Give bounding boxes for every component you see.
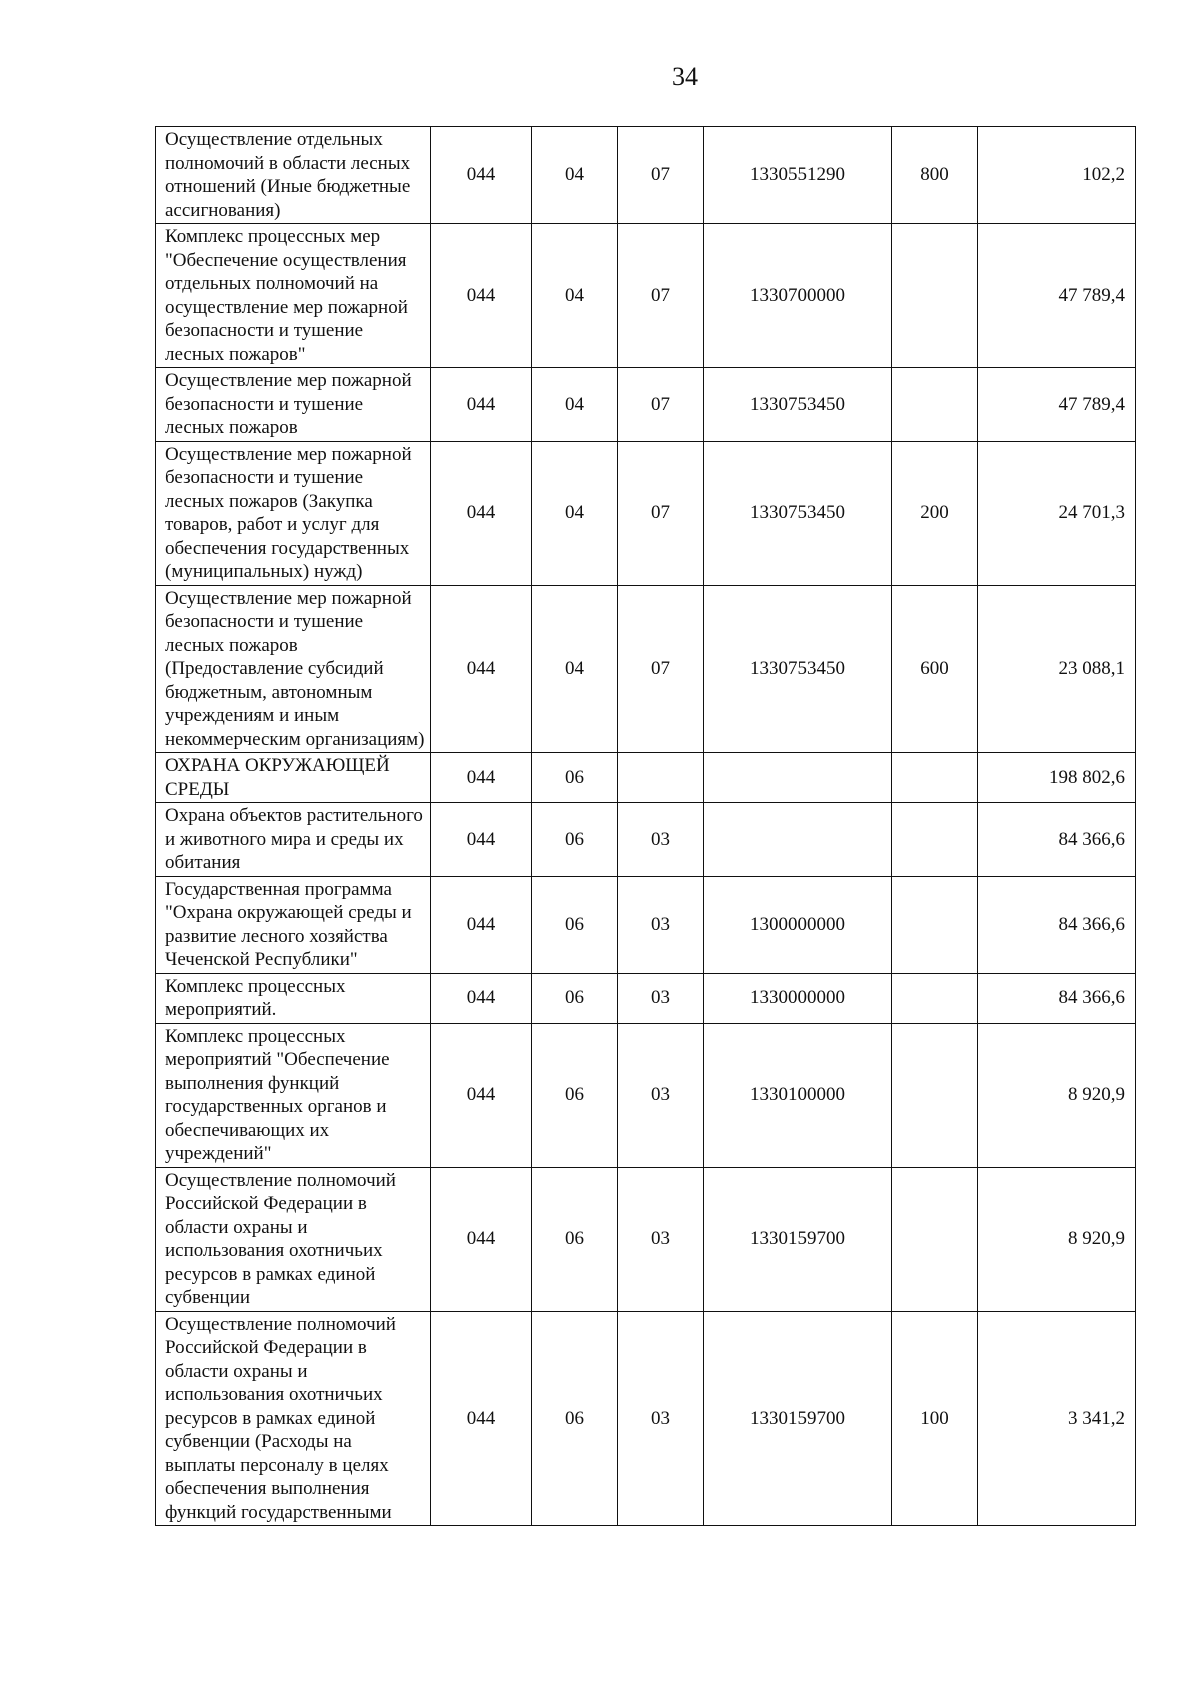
target-article-code: 1330753450 [704,585,892,753]
expense-type-code [892,973,978,1023]
table-row [156,876,1136,973]
target-article-code: 1330753450 [704,368,892,442]
row-name: Осуществление мер пожарной безопасности и тушение лесных пожаров [156,368,431,442]
amount: 84 366,6 [978,876,1136,973]
table-row [156,127,1136,224]
expense-type-code [892,753,978,803]
ministry-code: 044 [431,753,532,803]
ministry-code: 044 [431,1311,532,1526]
target-article-code [704,753,892,803]
row-name: Комплекс процессных мероприятий "Обеспечение выполнения функций государственных органов и обеспечивающих их учреждений" [156,1023,431,1167]
budget-table [155,126,1136,1526]
section-code: 06 [532,803,618,877]
section-code: 04 [532,224,618,368]
amount: 47 789,4 [978,224,1136,368]
ministry-code: 044 [431,368,532,442]
subsection-code: 07 [618,224,704,368]
row-name: ОХРАНА ОКРУЖАЮЩЕЙ СРЕДЫ [156,753,431,803]
table-row [156,585,1136,753]
subsection-code: 07 [618,441,704,585]
expense-type-code [892,1023,978,1167]
ministry-code: 044 [431,1167,532,1311]
section-code: 04 [532,585,618,753]
subsection-code: 03 [618,876,704,973]
expense-type-code [892,368,978,442]
amount: 3 341,2 [978,1311,1136,1526]
section-code: 06 [532,1167,618,1311]
target-article-code: 1330551290 [704,127,892,224]
subsection-code: 07 [618,127,704,224]
row-name: Осуществление полномочий Российской Федерации в области охраны и использования охотничьих ресурсов в рамках единой субвенции (Расходы на выплаты персоналу в целях обеспечения выполнения функций государственными [156,1311,431,1526]
expense-type-code: 800 [892,127,978,224]
subsection-code: 07 [618,368,704,442]
target-article-code: 1330700000 [704,224,892,368]
amount: 23 088,1 [978,585,1136,753]
amount: 24 701,3 [978,441,1136,585]
table-row [156,224,1136,368]
target-article-code: 1300000000 [704,876,892,973]
ministry-code: 044 [431,224,532,368]
expense-type-code [892,224,978,368]
table-row [156,368,1136,442]
ministry-code: 044 [431,127,532,224]
row-name: Комплекс процессных мер "Обеспечение осуществления отдельных полномочий на осуществление мер пожарной безопасности и тушение лесных пожаров" [156,224,431,368]
table-row [156,1167,1136,1311]
target-article-code: 1330159700 [704,1311,892,1526]
amount: 84 366,6 [978,973,1136,1023]
table-row [156,753,1136,803]
target-article-code [704,803,892,877]
table-row [156,441,1136,585]
ministry-code: 044 [431,973,532,1023]
ministry-code: 044 [431,876,532,973]
section-code: 06 [532,973,618,1023]
row-name: Осуществление мер пожарной безопасности и тушение лесных пожаров (Предоставление субсидий бюджетным, автономным учреждениям и иным некоммерческим организациям) [156,585,431,753]
expense-type-code [892,876,978,973]
amount: 8 920,9 [978,1023,1136,1167]
expense-type-code: 600 [892,585,978,753]
expense-type-code [892,803,978,877]
subsection-code: 03 [618,1167,704,1311]
row-name: Осуществление мер пожарной безопасности и тушение лесных пожаров (Закупка товаров, работ и услуг для обеспечения государственных (муниципальных) нужд) [156,441,431,585]
section-code: 04 [532,441,618,585]
table-row [156,803,1136,877]
page-number: 34 [672,62,698,91]
table-row [156,973,1136,1023]
target-article-code: 1330159700 [704,1167,892,1311]
subsection-code: 03 [618,1311,704,1526]
row-name: Осуществление полномочий Российской Федерации в области охраны и использования охотничьих ресурсов в рамках единой субвенции [156,1167,431,1311]
table-row [156,1023,1136,1167]
target-article-code: 1330100000 [704,1023,892,1167]
expense-type-code: 100 [892,1311,978,1526]
section-code: 06 [532,1023,618,1167]
ministry-code: 044 [431,585,532,753]
section-code: 04 [532,127,618,224]
section-code: 06 [532,753,618,803]
ministry-code: 044 [431,1023,532,1167]
amount: 47 789,4 [978,368,1136,442]
expense-type-code: 200 [892,441,978,585]
subsection-code: 07 [618,585,704,753]
row-name: Государственная программа "Охрана окружающей среды и развитие лесного хозяйства Чеченской Республики" [156,876,431,973]
budget-table-body [156,127,1136,1526]
amount: 8 920,9 [978,1167,1136,1311]
subsection-code: 03 [618,1023,704,1167]
section-code: 06 [532,876,618,973]
target-article-code: 1330000000 [704,973,892,1023]
section-code: 06 [532,1311,618,1526]
amount: 102,2 [978,127,1136,224]
subsection-code [618,753,704,803]
target-article-code: 1330753450 [704,441,892,585]
subsection-code: 03 [618,803,704,877]
expense-type-code [892,1167,978,1311]
ministry-code: 044 [431,441,532,585]
section-code: 04 [532,368,618,442]
row-name: Комплекс процессных мероприятий. [156,973,431,1023]
row-name: Осуществление отдельных полномочий в области лесных отношений (Иные бюджетные ассигнования) [156,127,431,224]
amount: 198 802,6 [978,753,1136,803]
table-row [156,1311,1136,1526]
row-name: Охрана объектов растительного и животного мира и среды их обитания [156,803,431,877]
amount: 84 366,6 [978,803,1136,877]
ministry-code: 044 [431,803,532,877]
subsection-code: 03 [618,973,704,1023]
